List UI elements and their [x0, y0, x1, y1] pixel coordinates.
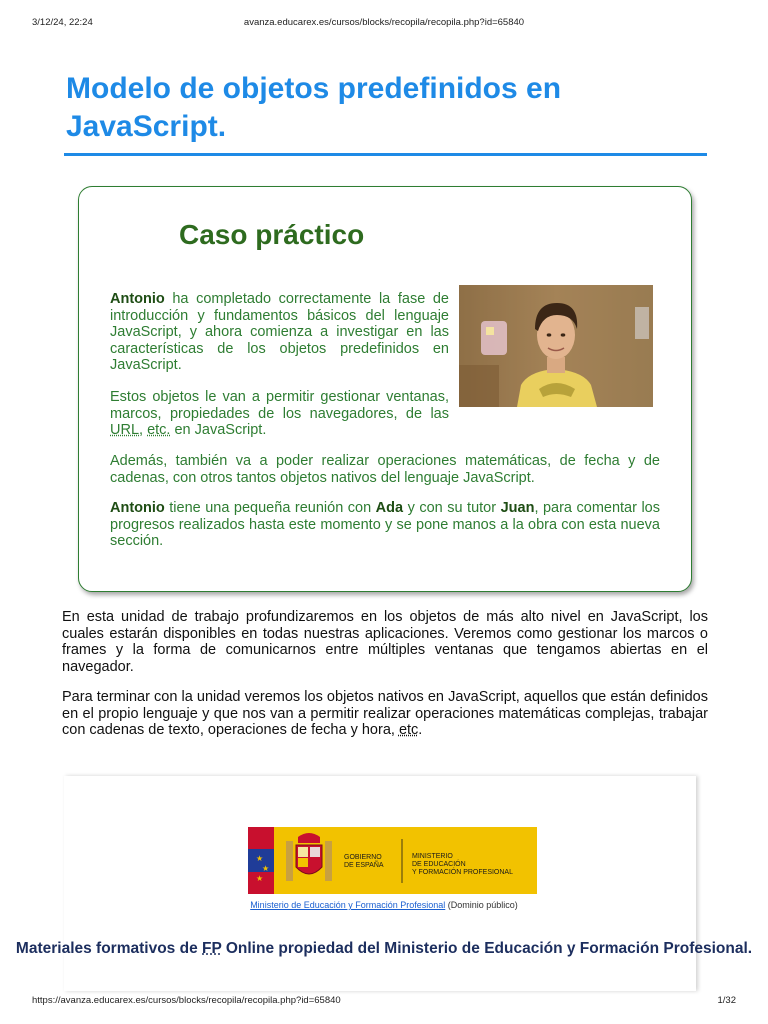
case-p2-after: en JavaScript.: [170, 422, 267, 438]
footer-url: https://avanza.educarex.es/cursos/blocks/recopila/recopila.php?id=65840: [32, 995, 341, 1006]
case-paragraph-3: Además, también va a poder realizar operaciones matemáticas, de fecha y de cadenas, con otros tantos objetos nativos del lenguaje JavaScript.: [110, 453, 660, 486]
intro-p2-text: Para terminar con la unidad veremos los objetos nativos en JavaScript, aquellos que están definidos en el propio lenguaje y que nos van a permitir realizar operaciones matemáticas complejas, trabajar con cadenas de texto, operaciones de fecha y hora,: [62, 689, 708, 738]
ministry-logo: [248, 827, 537, 894]
intro-paragraph-2: [62, 689, 708, 739]
name-antonio-2: Antonio: [110, 500, 165, 516]
logo-license: (Dominio público): [445, 900, 518, 910]
logo-ministerio: MINISTERIO: [412, 853, 453, 860]
logo-de-espana: DE ESPAÑA: [344, 862, 384, 869]
title-underline: [64, 153, 707, 156]
materials-t1: Materiales formativos de: [15, 940, 202, 957]
svg-text:★: ★: [262, 864, 270, 873]
logo-de-educacion: DE EDUCACIÓN: [412, 861, 466, 868]
intro-paragraph-1: En esta unidad de trabajo profundizaremos en los objetos de más alto nivel en JavaScript, los cuales estarán disponibles en todas nuestras aplicaciones. Veremos como gestionar los marcos o frames y la forma de comunicarnos entre múltiples ventanas que tengamos abiertas en el navegador.: [62, 609, 708, 675]
abbr-etc-2[interactable]: etc: [398, 722, 419, 738]
case-paragraph-2: [110, 389, 449, 439]
name-juan: Juan: [500, 500, 535, 516]
ministry-link[interactable]: Ministerio de Educación y Formación Profesional: [250, 900, 446, 910]
logo-fp: Y FORMACIÓN PROFESIONAL: [412, 869, 513, 876]
person-photo-illustration: [459, 285, 653, 407]
materials-t2: Online propiedad del Ministerio de Educación y Formación Profesional.: [221, 940, 753, 957]
case-p2-mid: ,: [139, 422, 148, 438]
abbr-url[interactable]: URL: [110, 422, 140, 438]
logo-right-text: [412, 853, 513, 877]
case-p4-t2: y con su tutor: [403, 500, 501, 516]
abbr-fp[interactable]: FP: [202, 940, 222, 957]
page-number: 1/32: [717, 995, 736, 1006]
print-url: avanza.educarex.es/cursos/blocks/recopila/recopila.php?id=65840: [243, 17, 525, 28]
case-p2-before: Estos objetos le van a permitir gestionar ventanas, marcos, propiedades de los navegadores, de las: [110, 389, 449, 422]
logo-left-text: [344, 854, 384, 870]
name-antonio: Antonio: [110, 291, 165, 307]
case-study-heading: Caso práctico: [179, 219, 365, 250]
name-ada: Ada: [375, 500, 404, 516]
case-p4-t1: tiene una pequeña reunión con: [164, 500, 376, 516]
svg-text:★: ★: [256, 854, 264, 863]
case-paragraph-4: [110, 500, 660, 550]
svg-text:★: ★: [256, 874, 264, 883]
materials-ownership: [0, 939, 768, 959]
abbr-etc[interactable]: etc.: [147, 422, 171, 438]
case-study-box: [78, 186, 692, 592]
logo-caption: [0, 900, 768, 910]
case-paragraph-1: [110, 291, 449, 374]
intro-p2-end: .: [418, 722, 423, 738]
antonio-photo: [459, 285, 653, 407]
page-title: Modelo de objetos predefinidos en JavaScript.: [66, 72, 562, 143]
case-p4-t3: , para comentar los progresos realizados hasta este momento y se pone manos a la obra con esta nueva sección.: [110, 500, 660, 549]
print-datetime: 3/12/24, 22:24: [32, 17, 93, 28]
case-p1-text: ha completado correctamente la fase de introducción y fundamentos básicos del lenguaje JavaScript, y ahora comienza a investigar en las características de los objetos predefinidos en JavaScript.: [110, 291, 449, 373]
logo-gobierno: GOBIERNO: [344, 854, 382, 861]
